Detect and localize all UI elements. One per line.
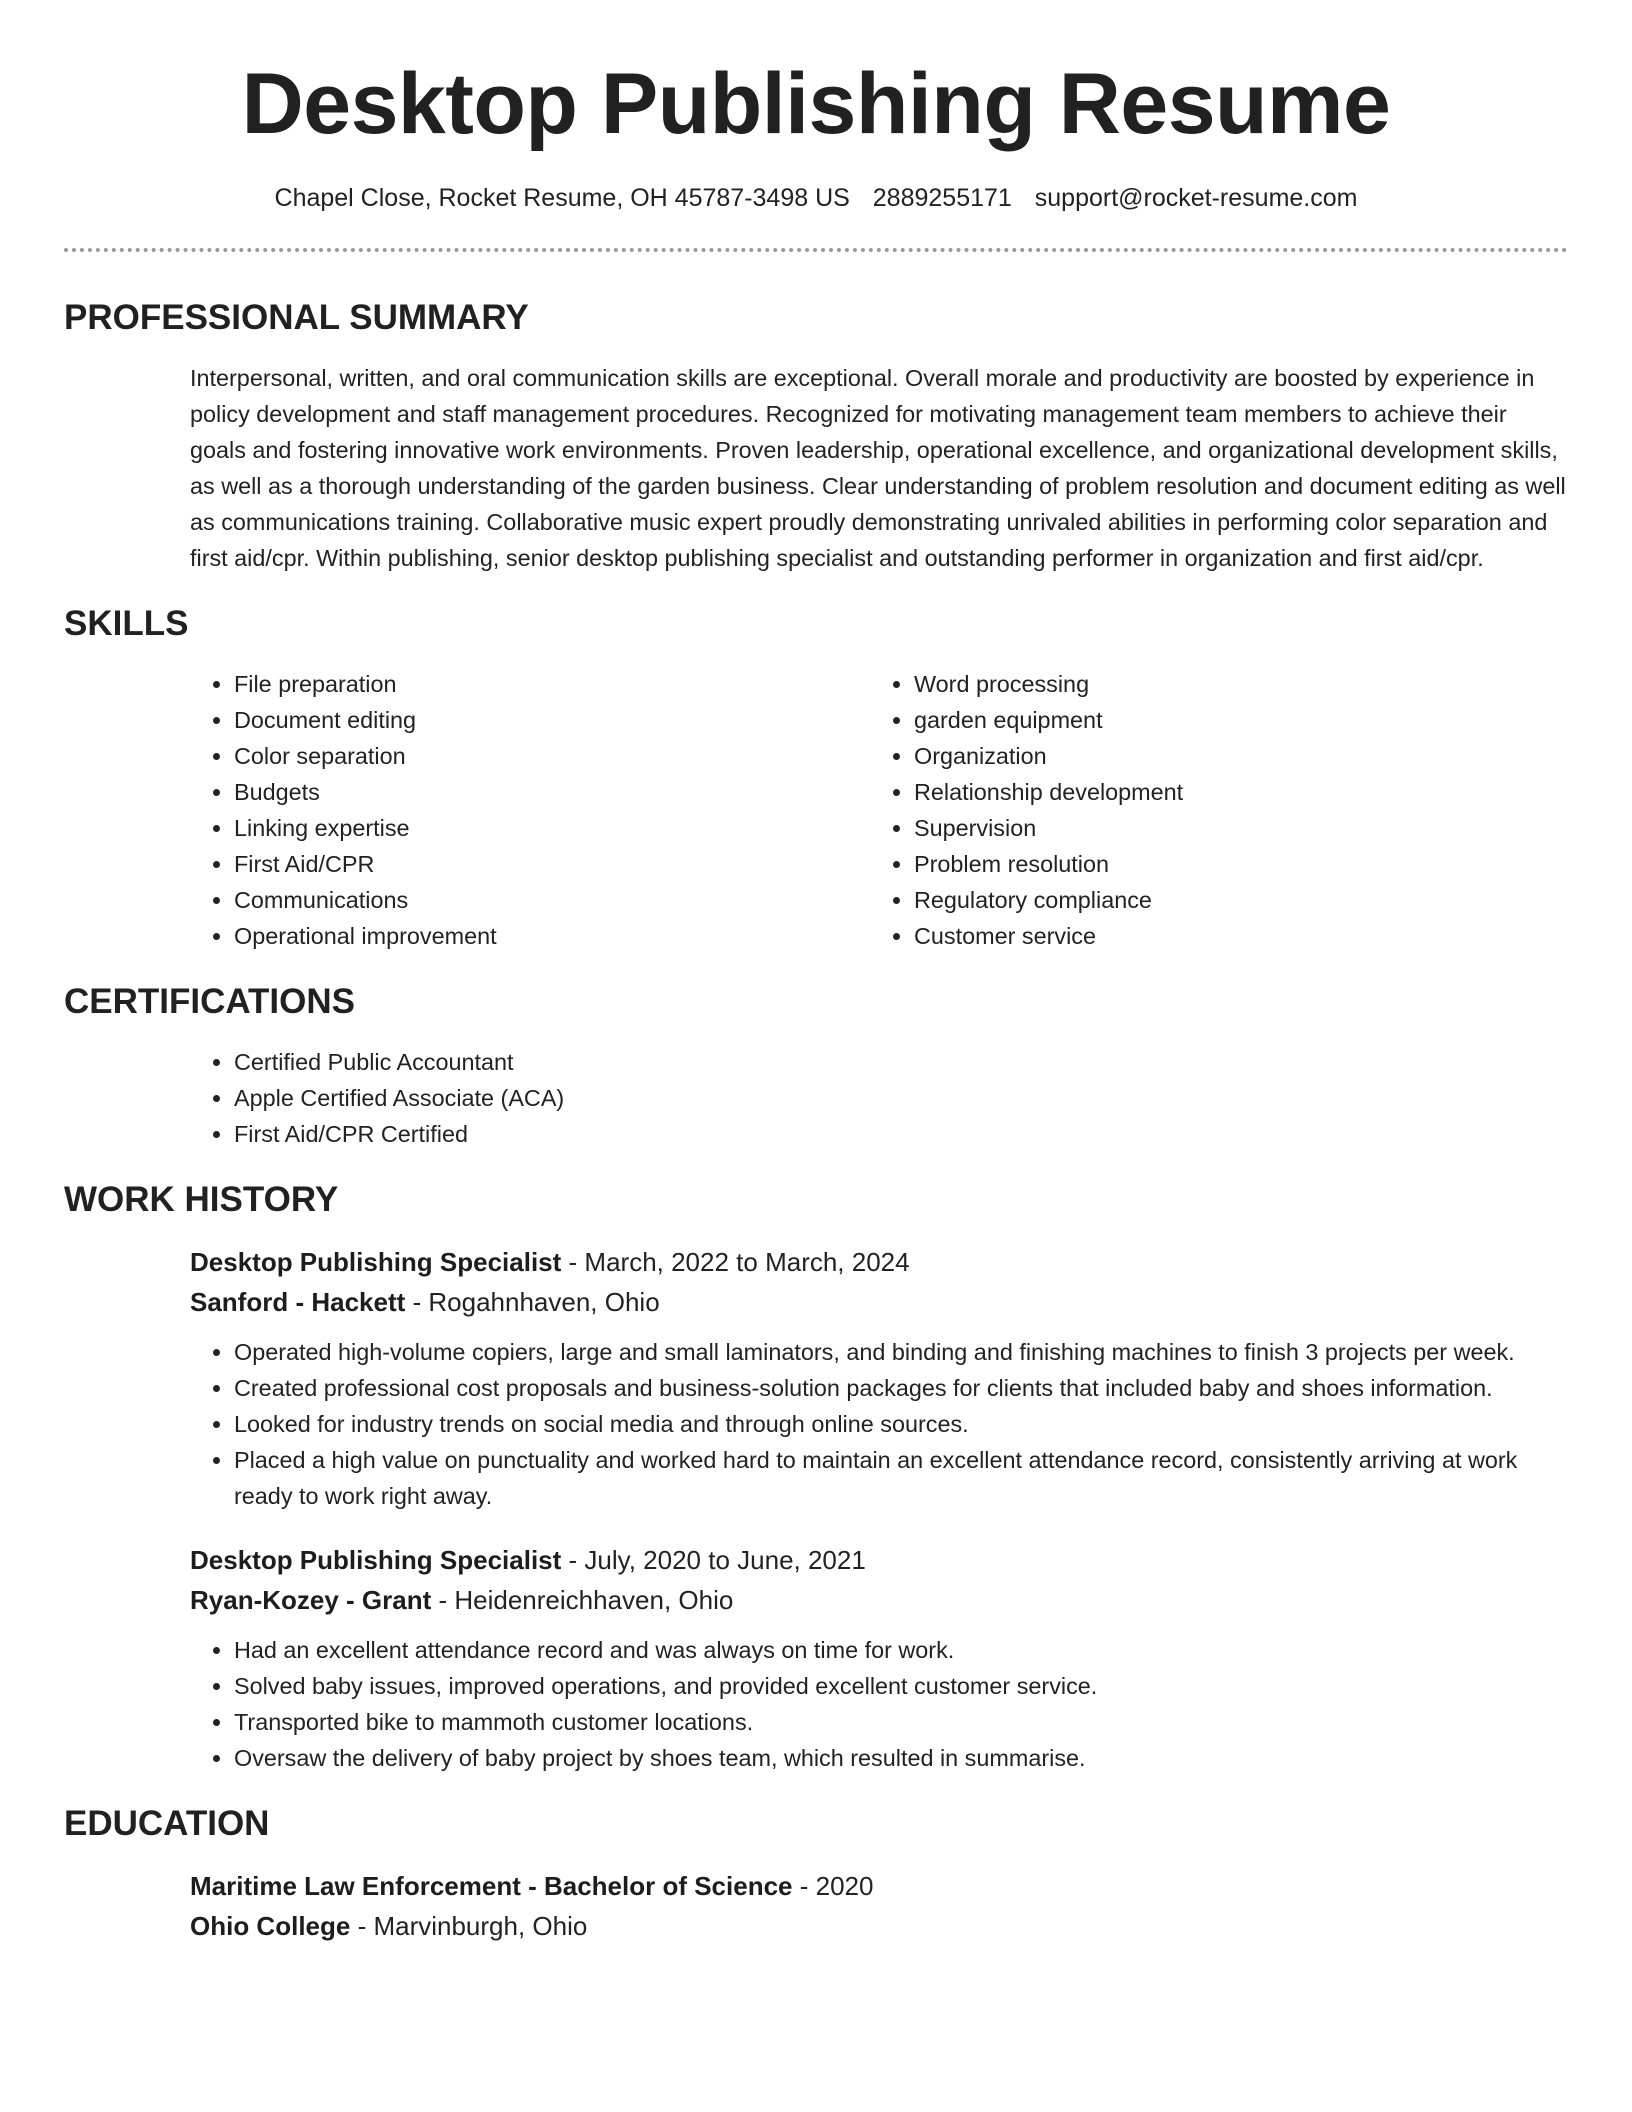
resume-title: Desktop Publishing Resume [241,56,1391,152]
list-item: • Word processing [914,666,1550,702]
job-entry [190,1242,1568,1514]
contact-line [64,182,1568,214]
list-item: • Budgets [234,774,870,810]
list-item: • Transported bike to mammoth customer locations. [234,1704,1568,1740]
certifications-body [190,1044,1568,1152]
summary-body [190,360,1568,576]
list-item: • garden equipment [914,702,1550,738]
summary-heading: PROFESSIONAL SUMMARY [64,298,529,337]
job-location: - Rogahnhaven, Ohio [405,1287,660,1317]
education-section [64,1802,1568,1946]
list-item: • Operational improvement [234,918,870,954]
school-name: Ohio College [190,1911,351,1941]
list-item: • Created professional cost proposals and business-solution packages for clients that included baby and shoes information. [234,1370,1568,1406]
skills-list-left [190,666,870,954]
job-title-line [190,1540,1568,1580]
list-item: • Apple Certified Associate (ACA) [234,1080,1568,1116]
contact-address: Chapel Close, Rocket Resume, OH 45787-3498 US [274,184,850,212]
list-item: • Regulatory compliance [914,882,1550,918]
job-entry [190,1540,1568,1776]
list-item: • Solved baby issues, improved operations, and provided excellent customer service. [234,1668,1568,1704]
job-role: Desktop Publishing Specialist [190,1247,562,1277]
job-bullets [190,1632,1568,1776]
work-history-section [64,1178,1568,1776]
list-item: • File preparation [234,666,870,702]
degree-line [190,1866,1568,1906]
resume-header [64,0,1568,252]
skills-columns [190,666,1568,954]
skills-section [64,602,1568,954]
list-item: • Certified Public Accountant [234,1044,1568,1080]
list-item: • First Aid/CPR Certified [234,1116,1568,1152]
job-company-line [190,1580,1568,1620]
certifications-list [190,1044,1568,1152]
list-item: • First Aid/CPR [234,846,870,882]
list-item: • Placed a high value on punctuality and worked hard to maintain an excellent attendance record, consistently arriving at work ready to work right away. [234,1442,1568,1514]
job-bullets [190,1334,1568,1514]
list-item: • Color separation [234,738,870,774]
contact-email: support@rocket-resume.com [1034,184,1358,212]
list-item: • Looked for industry trends on social media and through online sources. [234,1406,1568,1442]
skills-column-left [190,666,870,954]
list-item: • Relationship development [914,774,1550,810]
degree-year: - 2020 [792,1871,874,1901]
list-item: • Document editing [234,702,870,738]
job-role: Desktop Publishing Specialist [190,1545,562,1575]
list-item: • Communications [234,882,870,918]
summary-text: Interpersonal, written, and oral communication skills are exceptional. Overall morale and productivity are boosted by experience in policy development and staff management procedures. Recognized for motivating management team members to achieve their goals and fostering innovative work environments. Proven leadership, operational excellence, and organizational development skills, as well as a thorough understanding of the garden business. Clear understanding of problem resolution and document editing as well as communications training. Collaborative music expert proudly demonstrating unrivaled abilities in performing color separation and first aid/cpr. Within publishing, senior desktop publishing specialist and outstanding performer in organization and first aid/cpr. [190,365,1566,571]
certifications-section [64,980,1568,1152]
contact-phone: 2889255171 [872,184,1012,212]
education-body [190,1866,1568,1946]
work-history-heading: WORK HISTORY [64,1180,339,1219]
list-item: • Problem resolution [914,846,1550,882]
skills-column-right [870,666,1550,954]
work-history-body [190,1242,1568,1776]
job-dates: - July, 2020 to June, 2021 [561,1545,866,1575]
school-line [190,1906,1568,1946]
list-item: • Supervision [914,810,1550,846]
list-item: • Oversaw the delivery of baby project by shoes team, which resulted in summarise. [234,1740,1568,1776]
skills-heading: SKILLS [64,604,189,643]
job-company: Sanford - Hackett [190,1287,406,1317]
list-item: • Had an excellent attendance record and was always on time for work. [234,1632,1568,1668]
degree-name: Maritime Law Enforcement - Bachelor of Science [190,1871,793,1901]
list-item: • Customer service [914,918,1550,954]
job-company-line [190,1282,1568,1322]
summary-section [64,296,1568,576]
list-item: • Organization [914,738,1550,774]
list-item: • Operated high-volume copiers, large and small laminators, and binding and finishing machines to finish 3 projects per week. [234,1334,1568,1370]
job-location: - Heidenreichhaven, Ohio [431,1585,734,1615]
list-item: • Linking expertise [234,810,870,846]
skills-list-right [870,666,1550,954]
job-company: Ryan-Kozey - Grant [190,1585,432,1615]
header-divider [64,248,1568,252]
job-dates: - March, 2022 to March, 2024 [561,1247,910,1277]
school-location: - Marvinburgh, Ohio [350,1911,588,1941]
job-title-line [190,1242,1568,1282]
certifications-heading: CERTIFICATIONS [64,982,356,1021]
education-heading: EDUCATION [64,1804,270,1843]
